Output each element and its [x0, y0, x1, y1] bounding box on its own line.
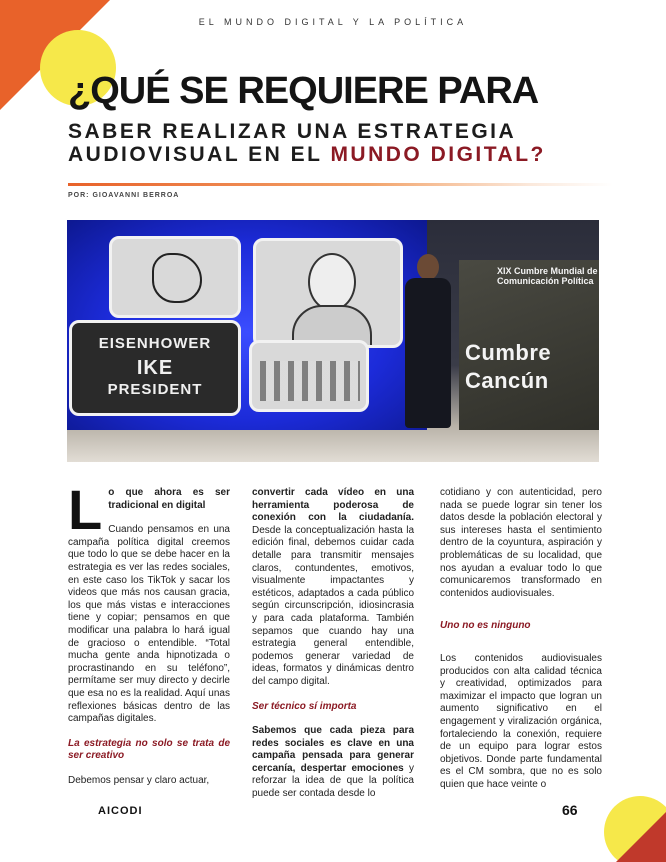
article-column-1: [68, 478, 230, 799]
subheading: Ser técnico sí importa: [252, 700, 357, 712]
banner-word-cancun: Cancún: [465, 368, 549, 393]
paragraph: [252, 487, 414, 689]
title-rule: [68, 183, 613, 186]
article-column-3: [440, 487, 602, 803]
body-text: Desde la conceptualización hasta la edición final, debemos cuidar cada detalle para transmitir mensajes claros, contundentes, emotivos, visualmente impactantes y estéticos, adaptados a cada público según circunscripción, idiosincrasia y para cada plataforma. También sepamos que cuando hay una estrategia general entendible, podemos generar variedad de ideas, formatos y dinámicas dentro del campo digital.: [252, 524, 414, 687]
screen-panel-eisenhower: [69, 320, 241, 416]
subheading: La estrategia no solo se trata de ser creativo: [68, 737, 230, 762]
body-text: y reforzar la idea de que la política puede ser contada desde lo: [252, 762, 414, 800]
subheading: Uno no es ninguno: [440, 620, 531, 632]
paragraph: Los contenidos audiovisuales producidos con alta calidad técnica y creatividad, optimizados para maximizar el impacto que logran un aumento significativo en el engagement y viralización orgánica, fortaleciendo la conexión, requiere de un equipo para lograr estos objetivos. Donde parte fundamental es el CM sombra, que no es solo quien que hace veinte o: [440, 652, 602, 790]
screen-panel-cartoon: [109, 236, 241, 318]
page-title: ¿QUÉ SE REQUIERE PARA: [68, 70, 539, 112]
footer-brand: AICODI: [98, 805, 143, 817]
panel-caption-eisenhower: EISENHOWER: [98, 335, 212, 352]
dropcap: L: [68, 478, 103, 541]
lead-text: o que ahora es ser tradicional en digital: [108, 487, 230, 511]
speaker-head: [417, 254, 439, 280]
paragraph: [252, 725, 414, 801]
paragraph: Cuando pensamos en una campaña política digital creemos que todo lo que se debe hacer en la estrategia es ver las redes sociales, en este caso los TikTok y sacar los videos que más nos causan gracia, los que más vistas e interacciones tiene y copiar; pensamos en que modificar una palabra lo hará igual de gracioso o entendible. “Total mucha gente anda hipnotizada o procrastinando en su teléfono”, permítame ser muy directo y decirle que esa no es la realidad. Aquí unas reflexiones básicas dentro de las campañas digitales.: [68, 524, 230, 725]
screen-panel-portrait: [253, 238, 403, 348]
bold-text: convertir cada vídeo en una herramienta poderosa de conexión con la ciudadanía.: [252, 487, 414, 524]
crowd-sketch: [260, 361, 360, 401]
screen-panel-crowd: [249, 340, 369, 412]
running-head: EL MUNDO DIGITAL Y LA POLÍTICA: [198, 17, 468, 27]
footer-decoration-red: [616, 812, 666, 862]
subtitle-line-2: [68, 143, 546, 166]
paragraph: cotidiano y con autenticidad, pero nada se puede lograr sin tener los datos desde la población electoral y sus intereses hasta el sentimiento dentro de la coyuntura, aspiración y problemáticas de su localidad, que nos ayudan a evaluar todo lo que comunicaremos transformado en contenidos audiovisuales.: [440, 487, 602, 599]
page-subtitle: [68, 120, 546, 166]
subtitle-accent: MUNDO DIGITAL?: [330, 143, 546, 166]
bold-text: Sabemos que cada pieza para redes sociales es clave en una campaña pensada para generar cercanía, despertar emociones: [252, 725, 414, 774]
cartoon-figure: [152, 253, 202, 303]
article-column-2: [252, 487, 414, 813]
subtitle-line-2-text: AUDIOVISUAL EN EL: [68, 143, 331, 166]
article-photo: [67, 220, 599, 462]
banner-event-name: XIX Cumbre Mundial de Comunicación Política: [497, 266, 598, 286]
byline: POR: GIOAVANNI BERROA: [68, 192, 180, 199]
page-number: 66: [562, 802, 578, 818]
portrait-head: [308, 253, 356, 311]
stage-floor: [67, 430, 599, 462]
panel-caption-president: PRESIDENT: [107, 381, 203, 398]
stage-screen: [67, 220, 427, 445]
speaker-body: [405, 278, 451, 428]
lead-paragraph: [68, 478, 230, 541]
paragraph: Debemos pensar y claro actuar,: [68, 774, 210, 786]
subtitle-line-1: SABER REALIZAR UNA ESTRATEGIA: [68, 120, 517, 143]
panel-caption-ike: IKE: [136, 357, 174, 379]
banner-word-cumbre: Cumbre: [465, 340, 552, 365]
